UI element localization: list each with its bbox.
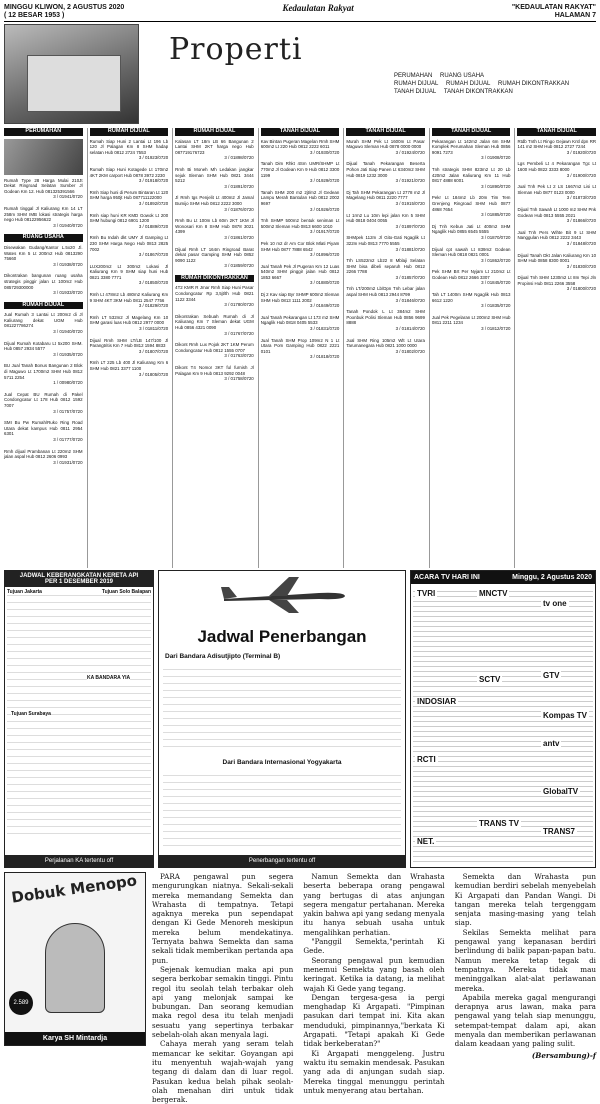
header-date: MINGGU KLIWON, 2 AGUSTUS 2020: [4, 4, 125, 11]
classified-ad: Rmh dijual Prambanan Lt 220m2 SHM jalan aspal Hub 0812 2606 0993 3 / 01931/0720: [4, 448, 83, 465]
classified-ad: Dikontrakan bangunan ruang usaha strategis pinggir jalan Lt 100m2 Hub 085729300000 3 / 01933/0720: [4, 273, 83, 296]
story-paragraph: Dengan tergesa-gesa ia pergi menghadap Ki Argapati. "Pimpinan pasukan dari tempat ini. Kita akan menduduki, pimpinannya,"berkata Ki Argapati. "Tetapi apakah Ki Gede tidak berkeberatan?": [303, 992, 445, 1049]
classified-ad: Tah LT 1400m SHM Ngaglik Hub 0813 6612 1220 3 / 01835/0720: [431, 292, 511, 309]
column-subheading: RUMAH DIJUAL: [4, 302, 83, 310]
train-subtitle: PER 1 DESEMBER 2019: [44, 579, 114, 585]
classified-ad: Dijual Rmh LT 164m Ringroad Barat dekat pasar Gamping SHM Hub 0852 9090 1122 3 / 01859/0720: [175, 246, 254, 269]
train-section: Tujuan Jakarta: [7, 589, 42, 595]
train-section: KA BANDARA YIA: [87, 675, 131, 681]
classified-ad: Tnh strategis SHM 823m2 Lt 20 Lb 420m2 Jalan Kaliurang Km 11 Hub 0817 4888 6001 3 / 01890/0720: [431, 166, 511, 189]
keyword: RUANG USAHA: [440, 73, 485, 79]
classified-ad: Lt 1rm2 Lu 10m lepi jalan Km 5 SHM Hub 0818 0404 0055 3 / 01897/0720: [346, 212, 425, 229]
train-table: [7, 589, 151, 839]
page-header: [4, 4, 596, 20]
column-heading: TANAH DIJUAL: [346, 128, 425, 136]
classified-ad: Rmh Lt 478m2 Lb 480m2 Kaliurang Km 9 SHM 4KT 3KM Hub 0811 2547 7756 3 / 01829/0720: [89, 292, 169, 309]
section-title: Properti: [169, 32, 303, 67]
column-heading: RUMAH DIJUAL: [90, 128, 169, 136]
classified-ad: Rumah tinggal Jl Kaliurang Km 14 LT 258m SHM IMB lokasi strategis harga nego Hub 08122956622 3 / 01940/0720: [4, 205, 83, 228]
classified-column: [258, 128, 340, 568]
classified-ad: Rmh Siap huni di Perum Bintaran Lt 120 SHM harga 950jt Hub 087711122000 3 / 01892/0720: [89, 189, 169, 206]
flight-section: Dari Bandara Adisutjipto (Terminal B): [165, 653, 281, 660]
train-section: Tujuan Solo Balapan: [101, 589, 151, 595]
classified-ad: Tanah Pondok L Lt 384m2 SHM Poonbuk Polisi Sleman Hub 0856 9699 8888 3 / 01814/0720: [346, 309, 425, 332]
classified-ad: Trh LS522m2 Lb22 8 Mblaji Selatan SHM bisa dibeli separuh Hub 0812 2266 7788 3 / 01857/0720: [346, 258, 425, 280]
classified-ad: Rmh Bu Indah dkt UMY Jl Gamping Lt 230 SHM Harga Nego Hub 0813 2825 7002 3 / 01867/0720: [89, 235, 169, 258]
classified-ad: Jual Rumah 3 Lantai Lt 200m2 di Jl Kaliurang dekat UGM Hub 081227786274 3 / 01940/0720: [4, 312, 83, 335]
classified-ad: Dijual Tanah Dkt Jalan Kaliurang Km 10 SHM Hub 0858 8300 0001 3 / 01830/0720: [517, 252, 597, 269]
header-left: [4, 4, 124, 20]
keyword: RUMAH DIKONTRAKKAN: [498, 81, 570, 87]
story-column: [152, 872, 294, 1104]
classified-column: [343, 128, 425, 568]
channel-logo: antv: [543, 739, 560, 748]
schedule-section: [4, 570, 596, 868]
story-paragraph: Sejenak kemudian maka api pun segera berkobar semakin tinggi. Pintu regol itu seolah telah terbakar oleh api yang melonjak sampai ke bubungan. Dan seorang kemudian maka regol desa itu telah menjadi sesuatu yang sepertinya terbakar sebelah-olah akan menyala lagi.: [152, 964, 294, 1040]
serial-cartoon: [4, 872, 146, 1046]
story-paragraph: Seorang pengawal pun kemudian menemui Semekta yang basah oleh keringat. Ketika ia datang, ia melihat wajah Ki Gede yang tegang.: [303, 955, 445, 993]
classified-ad: Lgs Pembeli Lt 4 Pekarangan Tgc Lt 1600 Hub 0822 3333 8000 3 / 01900/0720: [517, 161, 597, 178]
classified-ad: Dikont Rmh Lux Pojok 2KT 1KM Perum Condongcatur Hub 0812 1555 0707 3 / 01763/0720: [175, 342, 254, 359]
classified-ad: Pek SHM Brt Per Nyjam Lt 210m2 Lt Godean Hub 0812 2666 3307 3 / 01845/0720: [431, 269, 511, 286]
header-masthead: Kedaulatan Rakyat: [282, 3, 354, 13]
classified-ad: Jual Tanah Pekarangan Lt 173 m2 SHM Ngaglik Hub 0818 0405 5533 3 / 01831/0720: [260, 314, 340, 332]
classified-ad: Jual Pek Pegelaran Lt 200m2 SHM Hub 0811 2211 1234 3 / 01812/0720: [431, 314, 511, 332]
classified-ad: Dikontrakan Sebuah Rumah di Jl Kaliurang Km 7 Sleman dekat UGM Hub 0856 4321 0090 3 / 01767/0720: [175, 313, 254, 336]
tv-listings: [413, 587, 593, 865]
channel-logo: MNCTV: [479, 589, 508, 598]
classified-ad: Murah SHM Pek Lt 1600m Lt Pasar Maguwo Sleman Hub 0878 0000 0000 3 / 01924/0720: [346, 138, 425, 155]
keyword: PERUMAHAN: [394, 73, 433, 79]
keyword: TANAH DIJUAL: [394, 89, 437, 95]
story-paragraph: Cahaya merah yang seram telah memancar ke sekitar. Goyangan api itu menyentuh wajah-wajah yang tegang di dalam dan di luar regol. Pasukan kedua belah pihak seolah-olah menahan diri untuk tidak bergerak.: [152, 1039, 294, 1104]
header-page-number: HALAMAN 7: [554, 12, 596, 19]
classified-ad: Kalasan LT 18m LB 66 Bangunan 2 Lantai SHM 2KT harga nego Hub 087719176723 3 / 01898/0720: [175, 138, 254, 161]
classified-ad: Dijual Tanah Pekarangan Beserta Pohon Jati Siap Panen Lt 6340m2 SHM Hub 0819 1232 3000 3 / 01921/0720: [346, 161, 425, 184]
tv-header: [411, 571, 595, 584]
classified-ad: 4T2 KMR R Jmar Rmh Siap Huni Pasar Condongcatur Rp 3,5jt/th Hub 0821 1122 3344 3 / 01780/0720: [175, 285, 254, 308]
tv-date: Minggu, 2 Agustus 2020: [512, 574, 592, 581]
serial-story: [152, 872, 596, 1104]
flight-title: Jadwal Penerbangan: [197, 627, 367, 646]
column-heading: TANAH DIJUAL: [261, 128, 340, 136]
train-section: Tujuan Surabaya: [11, 711, 51, 717]
classified-ad: Rumah Siap Huni 2 Lantai Lt 196 Lb 120 Jl Palagan Km 8 SHM hadap selatan Hub 0812 2724 7553 3 / 01923/0720: [89, 138, 169, 161]
story-column: [303, 872, 445, 1095]
story-paragraph: Namun Semekta dan Wrahasta beserta beberapa orang pengawal yang bertugas di atas anjungan segera mengatur pertahanan. Mereka yakin bahwa api yang sedang menyala itu hanya sebuah usaha untuk mengalihkan perhatian.: [303, 872, 445, 937]
classified-ad: Rmh siap huni KR KMD Gowok Lt 200 SHM hubungi 0812 6901 1200 3 / 01889/0720: [89, 212, 169, 229]
story-paragraph: Ki Argapati menggeleng. Justru waktu itu semakin mendesak. Pasukan yang ada di anjungan sudah siap. Mereka tinggal menunggu perintah untuk menyerang atau bertahan.: [303, 1048, 445, 1095]
classified-ad: Jl Rmh tgs Penjelit Lt 400m2 Jl Jamal Bumijo SHM Hub 0812 2222 3000 3 / 01876/0720: [175, 195, 254, 212]
classified-ad: Rumah Siap Huni Kotagede Lt 170m2 4KT 2KM carport Hub 0878 3972 2230 3 / 01918/0720: [89, 166, 169, 184]
column-heading: TANAH DIJUAL: [432, 128, 511, 136]
channel-logo: INDOSIAR: [417, 697, 457, 706]
classified-ad: Jual SHM Ring 105m2 Wlt Lt Utara Tarumanegara Hub 0821 1000 0000 3 / 01802/0720: [346, 337, 425, 354]
keyword: RUMAH DIJUAL: [446, 81, 491, 87]
house-photo: [4, 24, 139, 124]
story-paragraph: Apabila mereka gagal mengurangi derapnya arus lawan, maka para pengawal yang telah siap menunggu, setempat-tempat dalam api, akan menyala dan memberikan perlawanan dalam keadaan yang paling sulit.: [454, 992, 596, 1049]
header-paper: "KEDAULATAN RAKYAT": [511, 4, 596, 11]
classified-column: [4, 128, 83, 568]
classified-ad: Jual Tnh Pek Lt 2 LS 1667m2 Lisi Lt Sleman Hub 0877 0123 0000 3 / 01873/0720: [517, 184, 597, 201]
category-keywords: [394, 72, 594, 96]
classified-ad: LUX200m2 Lt 300m2 Lokasi Jl Kaliurang Km 9 SHM siap huni Hub 0821 3380 7771 3 / 01850/0720: [89, 263, 169, 286]
header-right: [512, 4, 596, 20]
classified-ad: Jual Tanah SHM Prop 109m2 N 1 Lt Utara Pom Gamping Hub 0822 2221 0101 3 / 01818/0720: [260, 337, 340, 360]
classified-ad: Pek 10 m2 dr Am Cor Blok Mlati Piyam SHM Hub 0877 7888 6542 3 / 01896/0720: [260, 240, 340, 258]
bottom-section: [4, 871, 596, 1104]
classified-ad: Rmh Bi Moneh Mh Ledakan jangkar sejuk Sleman SHM Hub 0821 3444 5212 3 / 01891/0720: [175, 166, 254, 189]
classified-column: [87, 128, 169, 568]
classified-ad: Dikont T4 Nomor 3KT ful furnish Jl Palagan Km 9 Hub 0813 9292 0048 3 / 01758/0720: [175, 365, 254, 382]
classified-ad: SMI Bu Pw Rumah/Ruko Ring Road Utara dekat kampus Hub 0811 2954 6301 3 / 01777/0720: [4, 420, 83, 442]
cartoon-caption: Karya SH Mintardja: [5, 1032, 145, 1045]
story-continued: (Bersambung)-f: [531, 1050, 596, 1060]
keyword: TANAH DIKONTRAKKAN: [443, 89, 513, 95]
classified-ad: Dijual Tnh SHM 1230m2 Lt 8m Tepi Jln Propinsi Hub 0811 2266 3558 3 / 01800/0720: [517, 275, 597, 292]
classified-ad: Jual Tnh Pers Wihte Bit 9 Lt SHM Nanggulan Hub 0812 2222 3443 3 / 01848/0720: [517, 229, 597, 246]
classified-ad: Dj Tnh Kebun Jati Lt 400m2 SHM Ngaglik Hub 0855 6545 5555 3 / 01870/0720: [431, 223, 511, 240]
flight-table: [163, 769, 401, 849]
newspaper-page: [4, 3, 597, 1104]
channel-logo: TRANS7: [543, 827, 576, 836]
column-heading: RUMAH DIJUAL: [175, 128, 254, 136]
header-date-jawa: ( 12 BESAR 1953 ): [4, 12, 65, 19]
classified-ad: Tnh SHMP 500m2 bentuk seniman Lt 500m2 Sleman Hub 0813 6600 1010 3 / 01917/0720: [260, 218, 340, 235]
classified-ad: SHMpek 112m Jl Gito-Gati Ngaglik Lt 322m Hub 0813 7770 5555 3 / 01881/0720: [346, 235, 425, 252]
flight-schedule: [158, 570, 406, 868]
keyword: RUMAH DIJUAL: [394, 81, 439, 87]
classified-ad: Tanah SHM 200 m2 2jt/m2 Jl Gedean Lampu Merah Bantulan Hub 0812 2002 9697 3 / 01926/0720: [260, 189, 340, 212]
column-heading: TANAH DIJUAL: [517, 128, 596, 136]
channel-logo: RCTI: [417, 755, 436, 764]
cartoon-title: Dobuk Menopo: [10, 871, 139, 907]
classified-ad: Rmh Bu Lt 100m Lb 60m 2KT 1KM Jl Wonosari Km 8 SHM Hub 0878 3021 4399 3 / 01861/0720: [175, 218, 254, 240]
story-column: [454, 872, 596, 1060]
channel-logo: GTV: [543, 671, 560, 680]
classified-ad: Pekr Lt 184m2 Lb 20m Tim Tem Grenjeng Ringroad SHM Hub 0877 4868 7654 3 / 01885/0720: [431, 195, 511, 218]
classified-ad: Dijual Tnh Sawah Lt 1000 m2 SHM Pnk Godean Hub 0813 5555 2021 3 / 01866/0720: [517, 206, 597, 224]
classified-ad: Rmh LT 532m2 Jl Magelang Km 10 SHM garasi luas Hub 0812 2977 0000 3 / 01811/0720: [89, 314, 169, 332]
property-photo: [4, 139, 83, 175]
story-paragraph: "Panggil Semekta,"perintah Ki Gede.: [303, 937, 445, 956]
tv-title: ACARA TV HARI INI: [414, 574, 480, 581]
classified-ad: Jual Tanah Pek Jl Pugeran Km 12 Luas 540m2 SHM pinggir jalan Hub 0812 1853 6667 3 / 01880/0720: [260, 263, 340, 286]
classified-ad: Dijual Rmh SHM LT/LB 147/100 Jl Parangtritis Km 7 Hub 0812 1594 8833 3 / 01807/0720: [89, 337, 169, 354]
column-subheading: RUMAH DIKONTRAKKAN: [175, 275, 254, 283]
train-footer: Perjalanan KA tertentu off: [5, 855, 153, 867]
airplane-icon: [219, 575, 349, 615]
channel-logo: TVRI: [417, 589, 436, 598]
header-rule: [4, 21, 596, 22]
flight-section: Dari Bandara Internasional Yogyakarta: [222, 759, 342, 766]
section-banner: [4, 24, 596, 129]
train-title: JADWAL KEBERANGKATAN KERETA API PER 1 DESEMBER 2019: [5, 571, 153, 587]
story-paragraph: Sekilas Semekta melihat para pengawal yang kepanasan berdiri berlindung di balik papan-papan batu. Namun mereka tetap tegak di tempatnya. Mereka tidak mau meninggalkan alat-alat perlawanan mereka.: [454, 927, 596, 993]
classified-ad: Rtdb Tnth Lt Ringo Gejawn Kntl dpn RR 141 m2 SHM Hub 0812 2727 7244 3 / 01920/0720: [517, 138, 597, 155]
classified-columns: [4, 128, 596, 568]
train-schedule: [4, 570, 154, 868]
classified-ad: Kav Bintan Pugeran Magelan Rmh SHM 600m2 Lt 220 Hub 0812 2222 6011 3 / 01930/0720: [260, 138, 340, 155]
story-paragraph: Semekta dan Wrahasta pun kemudian berdiri sebelah menyebelah Ki Argapati dan Pandan Wangi. Di tangan mereka telah tergenggam senjata masing-masing yang telah siap.: [454, 872, 596, 928]
classified-ad: Tnh LT/200m2 Lb/Dpn Tnh Lebar jalan aspal SHM Hub 0813 2944 8799 3 / 01846/0720: [346, 286, 425, 303]
channel-logo: GlobalTV: [543, 787, 579, 796]
classified-ad: Tanah Dim Rhkt 4Sm UMR/SHMP Lt 770m2 Jl Godean Km 9 Hub 0812 3300 1199 3 / 01929/0720: [260, 161, 340, 184]
classified-ad: Rmh LT 225 Lb 400 Jl Kaliurang Km 6 SHM Hub 0821 3377 1100 3 / 01805/0720: [89, 360, 169, 377]
classified-ad: Dijual cpt sawah Lt 839m2 Godean Sleman Hub 0818 0821 0001 3 / 01862/0720: [431, 246, 511, 263]
classified-ad: BU Jual Tanah Bonus Bangunan 2 Blok di Maguwo Lt 1700m2 SHM Hub 0812 5711 2254 1 / 00980/0720: [4, 363, 83, 386]
classified-ad: Dj Tah SHM Pekarangan Lt 2778 m2 Jl Magelang Hub 0811 2220 7777 3 / 01915/0720: [346, 189, 425, 206]
column-subheading: RUANG USAHA: [4, 234, 83, 242]
column-heading: PERUMAHAN: [4, 128, 83, 136]
channel-logo: tv one: [543, 599, 567, 608]
channel-logo: NET.: [417, 837, 435, 846]
story-paragraph: PARA pengawal pun segera mengurungkan niatnya. Sekali-sekali mereka memandang Semekta dan Wrahasta di tempatnya. Tetapi agaknya mereka pun sependapat dengan Ki Gede Menoreh meskipun mereka belum mendekatinya. Ternyata bahwa Semekta dan sama sekali tidak memberikan pertanda apa pun.: [152, 872, 294, 965]
channel-logo: TRANS TV: [479, 819, 519, 828]
classified-ad: Dijual Rumah Kotabaru Lt 5x200 SHM. Hub 0857 2934 5577 3 / 01935/0720: [4, 340, 83, 357]
episode-number: 2.589: [9, 991, 33, 1015]
channel-logo: SCTV: [479, 675, 501, 684]
channel-logo: Kompas TV: [543, 711, 588, 720]
tv-schedule: [410, 570, 596, 868]
classified-column: [514, 128, 596, 568]
classified-column: [172, 128, 254, 568]
classified-column: [429, 128, 511, 568]
cartoon-figure: [45, 923, 105, 1013]
flight-table: [163, 663, 401, 753]
classified-ad: Disewakan Gudang/Kantor L.5x20 Jl. Wates Km 5 Lt 200m2 Hub 0813290 75660 3 / 01938/0720: [4, 244, 83, 267]
classified-ad: Rumah Type 28 Harga Mulai 210Jt Dekat Ringroad Selatan Sumber Jl Godean Km 12. Hub 081325391566 3 / 01941/0720: [4, 177, 83, 200]
classified-ad: Jual Cepat BU Rumah di Pakel Condongcatur Lt 178 Hub 0812 1592 7007 3 / 01757/0720: [4, 391, 83, 414]
classified-ad: Pekarangan Lt 142m2 Jalan 6m SHM Komplek Perumahan Sleman Hub 0856 9091 7273 3 / 01908/0720: [431, 138, 511, 161]
flight-footer: Penerbangan tertentu off: [159, 855, 405, 867]
classified-ad: Dj 2 Kav siap Byr SHMP 600m2 Sleman SHM Hub 0813 1111 2002 3 / 01849/0720: [260, 292, 340, 309]
